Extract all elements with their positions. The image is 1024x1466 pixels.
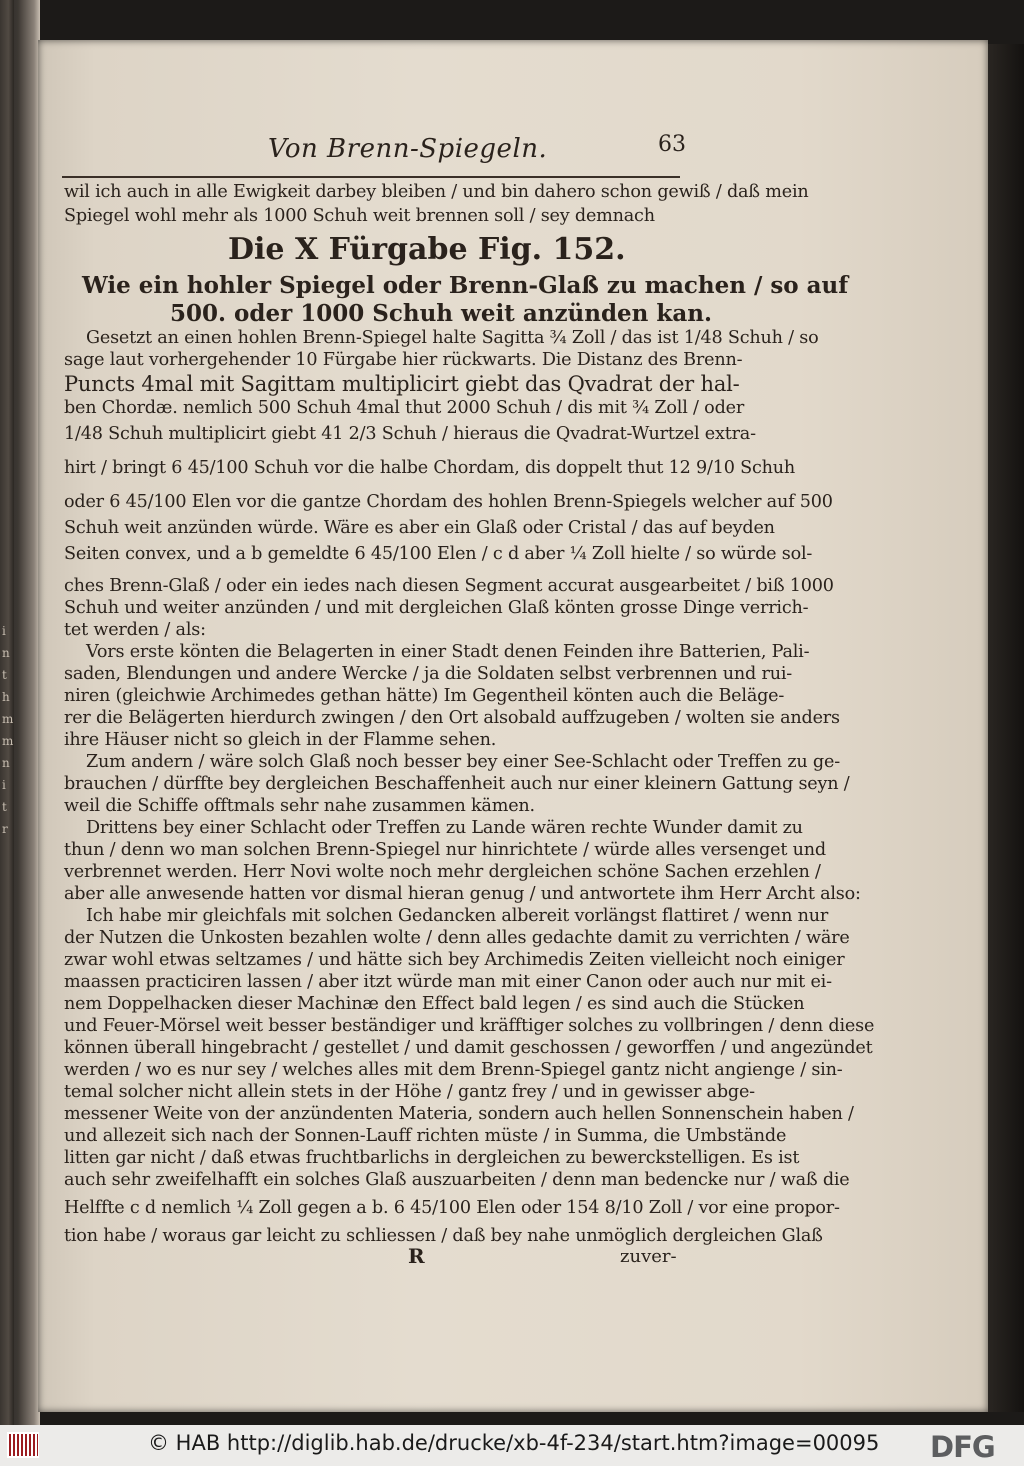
running-title: Von Brenn-Spiegeln. bbox=[268, 134, 548, 164]
body-line: Vors erste könten die Belagerten in einer Stadt denen Feinden ihre Batterien, Pali- bbox=[86, 642, 810, 662]
body-line: der Nutzen die Unkosten bezahlen wolte / denn alles gedachte damit zu verrichten / wäre bbox=[64, 928, 850, 948]
body-line: hirt / bringt 6 45/100 Schuh vor die halbe Chordam, dis doppelt thut 12 9/10 Schuh bbox=[64, 458, 795, 478]
body-line: ches Brenn-Glaß / oder ein iedes nach diesen Segment accurat ausgearbeitet / biß 1000 bbox=[64, 576, 834, 596]
body-line: messener Weite von der anzündenten Materia, sondern auch hellen Sonnenschein haben / bbox=[64, 1104, 854, 1124]
viewer-footer bbox=[0, 1425, 1024, 1466]
body-line: werden / wo es nur sey / welches alles mit dem Brenn-Spiegel gantz nicht angienge / sin- bbox=[64, 1060, 843, 1080]
section-heading: Die X Fürgabe Fig. 152. bbox=[228, 232, 626, 267]
body-line: Helffte c d nemlich ¼ Zoll gegen a b. 6 45/100 Elen oder 154 8/10 Zoll / vor eine propor- bbox=[64, 1198, 840, 1218]
body-line: zwar wohl etwas seltzames / und hätte sich bey Archimedis Zeiten vielleicht noch einiger bbox=[64, 950, 845, 970]
body-line: niren (gleichwie Archimedes gethan hätte) Im Gegentheil könten auch die Beläge- bbox=[64, 686, 785, 706]
body-line: maassen practiciren lassen / aber itzt würde man mit einer Canon oder auch nur mit ei- bbox=[64, 972, 832, 992]
body-line: ihre Häuser nicht so gleich in der Flamme sehen. bbox=[64, 730, 497, 750]
body-line: 1/48 Schuh multiplicirt giebt 41 2/3 Schuh / hieraus die Qvadrat-Wurtzel extra- bbox=[64, 424, 756, 444]
facing-page-fragments: i n t h m m n i t r bbox=[2, 624, 14, 836]
body-line: Schuh weit anzünden würde. Wäre es aber ein Glaß oder Cristal / das auf beyden bbox=[64, 518, 775, 538]
dfg-logo: DFG bbox=[930, 1430, 995, 1464]
body-line: tet werden / als: bbox=[64, 620, 206, 640]
copyright-url[interactable]: © HAB http://diglib.hab.de/drucke/xb-4f-234/start.htm?image=00095 bbox=[148, 1431, 880, 1455]
body-line: Ich habe mir gleichfals mit solchen Gedancken albereit vorlängst flattiret / wenn nur bbox=[86, 906, 829, 926]
body-line: saden, Blendungen und andere Wercke / ja die Soldaten selbst verbrennen und rui- bbox=[64, 664, 793, 684]
body-line: auch sehr zweifelhafft ein solches Glaß auszuarbeiten / denn man bedencke nur / waß die bbox=[64, 1170, 850, 1190]
body-line: können überall hingebracht / gestellet / und damit geschossen / geworffen / und angezündet bbox=[64, 1038, 873, 1058]
intro-line: wil ich auch in alle Ewigkeit darbey bleiben / und bin dahero schon gewiß / daß mein bbox=[64, 182, 809, 202]
body-line: rer die Belägerten hierdurch zwingen / den Ort alsobald auffzugeben / wolten sie anders bbox=[64, 708, 840, 728]
page-right-edge bbox=[988, 44, 1024, 1412]
body-line: tion habe / woraus gar leicht zu schliessen / daß bey nahe unmöglich dergleichen Glaß bbox=[64, 1226, 823, 1246]
body-line: ben Chordæ. nemlich 500 Schuh 4mal thut 2000 Schuh / dis mit ¾ Zoll / oder bbox=[64, 398, 745, 418]
library-columns-icon bbox=[6, 1430, 40, 1460]
body-line: aber alle anwesende hatten vor dismal hieran genug / und antwortete ihm Herr Archt also: bbox=[64, 884, 861, 904]
body-line: oder 6 45/100 Elen vor die gantze Chordam des hohlen Brenn-Spiegels welcher auf 500 bbox=[64, 492, 833, 512]
body-line: Puncts 4mal mit Sagittam multiplicirt giebt das Qvadrat der hal- bbox=[64, 372, 740, 396]
body-line: und allezeit sich nach der Sonnen-Lauff richten müste / in Summa, die Umbstände bbox=[64, 1126, 787, 1146]
body-line: Schuh und weiter anzünden / und mit dergleichen Glaß könten grosse Dinge verrich- bbox=[64, 598, 809, 618]
signature-mark: R bbox=[408, 1244, 425, 1268]
intro-line: Spiegel wohl mehr als 1000 Schuh weit brennen soll / sey demnach bbox=[64, 206, 655, 226]
catchword: zuver- bbox=[620, 1246, 677, 1267]
subheading-line: 500. oder 1000 Schuh weit anzünden kan. bbox=[170, 300, 712, 327]
body-line: und Feuer-Mörsel weit besser beständiger und kräfftiger solches zu vollbringen / denn diese bbox=[64, 1016, 875, 1036]
body-line: temal solcher nicht allein stets in der Höhe / gantz frey / und in gewisser abge- bbox=[64, 1082, 755, 1102]
body-line: Zum andern / wäre solch Glaß noch besser bey einer See-Schlacht oder Treffen zu ge- bbox=[86, 752, 840, 772]
body-line: Seiten convex, und a b gemeldte 6 45/100 Elen / c d aber ¼ Zoll hielte / so würde sol- bbox=[64, 544, 813, 564]
body-line: brauchen / dürffte bey dergleichen Beschaffenheit auch nur einer kleinern Gattung seyn / bbox=[64, 774, 850, 794]
facing-page-edge bbox=[0, 0, 14, 1425]
page-number: 63 bbox=[658, 132, 686, 157]
subheading-line: Wie ein hohler Spiegel oder Brenn-Glaß zu machen / so auf bbox=[82, 272, 849, 299]
body-line: verbrennet werden. Herr Novi wolte noch mehr dergleichen schöne Sachen erzehlen / bbox=[64, 862, 821, 882]
body-line: Drittens bey einer Schlacht oder Treffen zu Lande wären rechte Wunder damit zu bbox=[86, 818, 803, 838]
running-head bbox=[268, 134, 688, 174]
head-rule bbox=[62, 176, 680, 178]
body-line: nem Doppelhacken dieser Machinæ den Effect bald legen / es sind auch die Stücken bbox=[64, 994, 805, 1014]
body-line: sage laut vorhergehender 10 Fürgabe hier rückwarts. Die Distanz des Brenn- bbox=[64, 350, 743, 370]
body-line: weil die Schiffe offtmals sehr nahe zusammen kämen. bbox=[64, 796, 535, 816]
body-line: Gesetzt an einen hohlen Brenn-Spiegel halte Sagitta ¾ Zoll / das ist 1/48 Schuh / so bbox=[86, 328, 819, 348]
body-line: thun / denn wo man solchen Brenn-Spiegel nur hinrichtete / würde alles versenget und bbox=[64, 840, 826, 860]
body-line: litten gar nicht / daß etwas fruchtbarlichs in dergleichen zu bewerckstelligen. Es ist bbox=[64, 1148, 800, 1168]
